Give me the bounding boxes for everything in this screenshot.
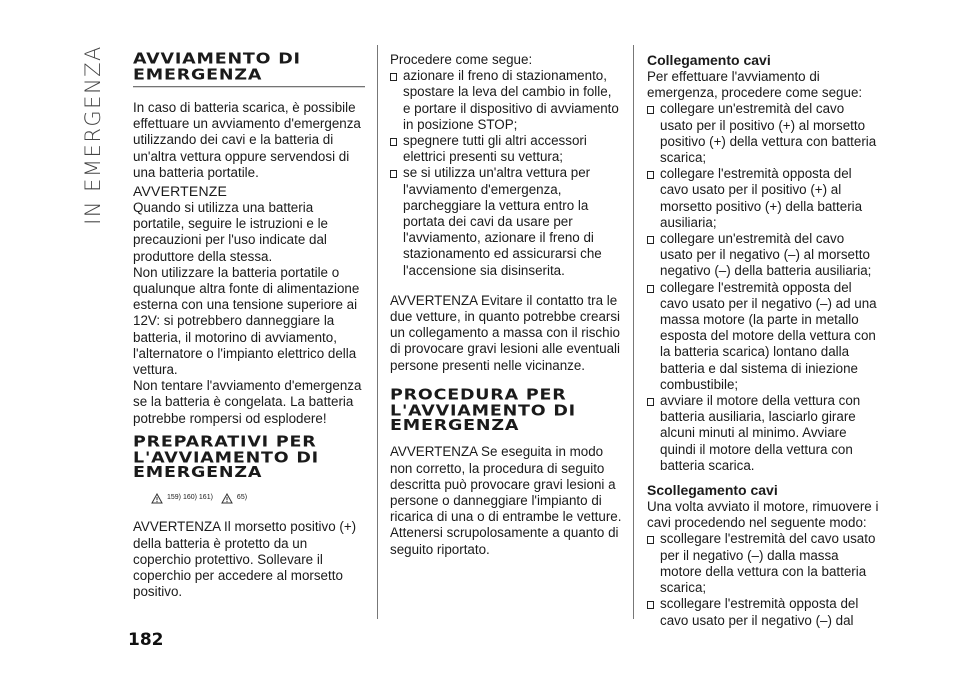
warning-triangle-icon [151, 493, 163, 504]
title-line: PREPARATIVI PER [133, 433, 317, 451]
column-3 [647, 52, 879, 629]
warning-paragraph: Quando si utilizza una batteria portatile, seguire le istruzioni e le precauzioni per l'uso indicate dal produttore della stessa. [133, 200, 329, 264]
list-item: scollegare l'estremità del cavo usato per il negativo (–) dalla massa motore della vettura con la batteria scarica; [647, 531, 879, 596]
warning-paragraph: Non utilizzare la batteria portatile o qualunque altra fonte di alimentazione esterna con una tensione superiore ai 12V: si potrebbero danneggiare la batteria, il motorino di avviamento, l'alternatore o l'impianto elettrico della vettura. [133, 264, 360, 378]
column-1 [133, 52, 365, 600]
section-title-procedura [390, 388, 622, 434]
subsection-title-collegamento: Collegamento cavi [647, 52, 771, 68]
procedure-warning-paragraph: AVVERTENZA Se eseguita in modo non corretto, la procedura di seguito descritta può provocare gravi lesioni a persone o danneggiare l'impianto di ricarica di una o di entrambe le vetture. Attenersi scrupolosamente a quanto di seguito riportato. [390, 444, 622, 557]
warning-paragraph: Non tentare l'avviamento d'emergenza se la batteria è congelata. La batteria potrebbe rompersi od esplodere! [133, 378, 362, 426]
list-item: avviare il motore della vettura con batteria ausiliaria, lasciarlo girare alcuni minuti al minimo. Avviare quindi il motore della vettura con batteria scarica. [647, 393, 879, 474]
bullet-box-icon [647, 285, 654, 293]
bullet-box-icon [647, 536, 654, 544]
column-2 [390, 52, 622, 558]
column-divider [633, 45, 634, 619]
section-title-preparativi [133, 435, 365, 481]
title-line: L'AVVIAMENTO DI [133, 448, 319, 467]
bullet-box-icon [647, 171, 654, 179]
side-section-label: IN EMERGENZA [81, 45, 106, 225]
title-line: EMERGENZA [133, 463, 263, 482]
title-line: EMERGENZA [390, 416, 520, 435]
list-item: collegare l'estremità opposta del cavo usato per il positivo (+) al morsetto positivo (+) della batteria ausiliaria; [647, 166, 879, 231]
column-divider [377, 45, 378, 619]
bullet-box-icon [390, 138, 397, 146]
title-line: L'AVVIAMENTO DI [390, 401, 576, 420]
side-section-tab [78, 45, 108, 225]
procedure-intro: Procedere come segue: [390, 52, 533, 67]
bullet-box-icon [647, 601, 654, 609]
bullet-box-icon [390, 170, 397, 178]
bullet-box-icon [647, 106, 654, 114]
title-line: AVVIAMENTO DI [133, 50, 301, 68]
reference-numbers: 65) [236, 494, 248, 502]
list-item: scollegare l'estremità opposta del cavo usato per il negativo (–) dal [647, 596, 879, 628]
title-line: EMERGENZA [133, 65, 263, 84]
caution-triangle-icon [221, 493, 233, 504]
warning-references [151, 491, 365, 505]
subsection-title-scollegamento: Scollegamento cavi [647, 482, 778, 499]
list-item: spegnere tutti gli altri accessori elettrici presenti su vettura; [390, 133, 622, 165]
bullet-box-icon [390, 73, 397, 81]
bullet-box-icon [647, 236, 654, 244]
title-line: PROCEDURA PER [390, 386, 567, 404]
bullet-box-icon [647, 398, 654, 406]
contact-warning-paragraph: AVVERTENZA Evitare il contatto tra le due vetture, in quanto potrebbe crearsi un collegamento a massa con il rischio di provocare gravi lesioni alle eventuali persone presenti nelle vicinanze. [390, 292, 621, 373]
section-title-avviamento [133, 52, 365, 87]
list-item: collegare un'estremità del cavo usato per il negativo (–) al morsetto negativo (–) della batteria ausiliaria; [647, 231, 879, 280]
list-item: se si utilizza un'altra vettura per l'avviamento d'emergenza, parcheggiare la vettura entro la portata dei cavi da usare per l'avviamento, azionare il freno di stazionamento ed assicurarsi che l'accensione sia disinserita. [390, 165, 622, 278]
reference-numbers: 159) 160) 161) [167, 494, 213, 502]
page-number: 182 [128, 630, 164, 650]
warning-heading: AVVERTENZE [133, 183, 228, 200]
intro-paragraph: In caso di batteria scarica, è possibile effettuare un avviamento d'emergenza utilizzando dei cavi e la batteria di un'altra vettura oppure servendosi di una batteria portatile. [133, 100, 361, 180]
list-item: collegare l'estremità opposta del cavo usato per il negativo (–) ad una massa motore (la parte in metallo esposta del motore della vettura con la batteria scarica) lontano dalla batteria e dal sistema di iniezione combustibile; [647, 280, 879, 393]
prep-warning-paragraph: AVVERTENZA Il morsetto positivo (+) della batteria è protetto da un coperchio protettivo. Sollevare il coperchio per accedere al morsetto positivo. [133, 519, 357, 600]
list-item: collegare un'estremità del cavo usato per il positivo (+) al morsetto positivo (+) della vettura con batteria scarica; [647, 101, 879, 166]
connection-intro: Per effettuare l'avviamento di emergenza, procedere come segue: [647, 69, 863, 101]
list-item: azionare il freno di stazionamento, spostare la leva del cambio in folle, e portare il dispositivo di avviamento in posizione STOP; [390, 68, 622, 133]
disconnection-intro: Una volta avviato il motore, rimuovere i cavi procedendo nel seguente modo: [647, 499, 879, 531]
